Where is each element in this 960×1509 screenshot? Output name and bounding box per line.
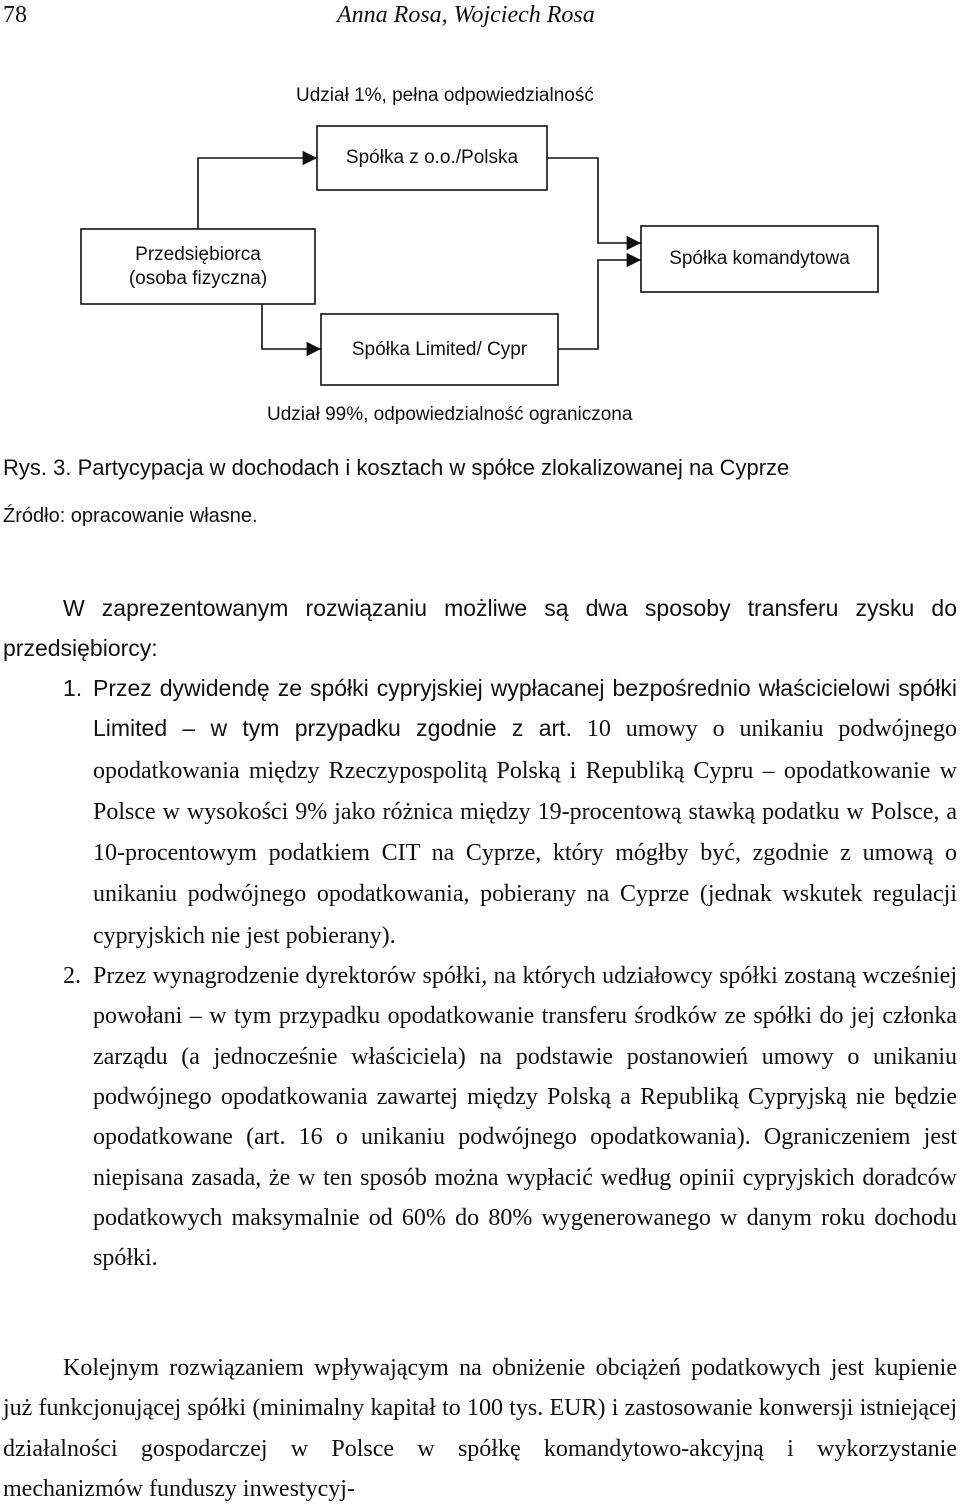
list-item-number: 1.	[63, 675, 83, 701]
arrow-cyprus-to-komandytowa	[558, 260, 641, 349]
box-polska	[317, 126, 547, 190]
intro-paragraph	[3, 588, 957, 668]
box-polska-label: Spółka z o.o./Polska	[345, 147, 519, 168]
arrow-entrepreneur-to-cyprus	[262, 304, 321, 349]
list-item-text: Przez wynagrodzenie dyrektorów spółki, na których udziałowcy spółki zostaną wcześniej powołani – w tym przypadku opodatkowanie transferu środków ze spółki do jej członka zarządu (a jednocześnie właściciela) na podstawie postanowień umowy o unikaniu podwójnego opodatkowania zawartej między Polską a Republiką Cypryjską nie będzie opodatkowane (art. 16 o unikaniu podwójnego opodatkowania). Ograniczeniem jest niepisana zasada, że w ten sposób można wypłacić według opinii cypryjskich doradców podatkowych maksymalnie od 60% do 80% wygenerowanego w danym roku dochodu spółki.	[93, 963, 957, 1272]
figure-caption: Rys. 3. Partycypacja w dochodach i kosztach w spółce zlokalizowanej na Cyprze	[3, 455, 790, 480]
box-cyprus-label: Spółka Limited/ Cypr	[351, 338, 528, 360]
box-entrepreneur-label-line2: (osoba fizyczna)	[128, 267, 268, 289]
label-share-1pct: Udział 1%, pełna odpowiedzialność	[296, 85, 594, 106]
figure-source: Źródło: opracowanie własne.	[3, 505, 258, 527]
box-cyprus	[321, 314, 558, 385]
box-entrepreneur	[81, 229, 315, 304]
closing-paragraph: Kolejnym rozwiązaniem wpływającym na obniżenie obciążeń podatkowych jest kupienie już funkcjonującej spółki (minimalny kapitał to 100 tys. EUR) i zastosowanie konwersji istniejącej działalności gospodarczej w Polsce w spółkę komandytowo-akcyjną i wykorzystanie mechanizmów funduszy inwestycyj-	[3, 1355, 957, 1502]
list-item-text-continued: 10 umowy o unikaniu podwójnego opodatkowania między Rzeczypospolitą Polską i Republiką Cypru – opodatkowanie w Polsce w wysokości 9% jako różnica między 19-procentową stawką podatku w Polsce, a 10-procentowym podatkiem CIT na Cyprze, który mógłby być, zgodnie z umową o unikaniu podwójnego opodatkowania, pobierany na Cyprze (jednak wskutek regulacji cypryjskich nie jest pobierany).	[93, 716, 957, 949]
transfer-methods-list	[3, 668, 957, 1278]
arrow-polska-to-komandytowa	[547, 158, 641, 243]
list-item	[3, 668, 957, 956]
box-entrepreneur-label-line1: Przedsiębiorca	[135, 243, 261, 265]
arrow-entrepreneur-to-polska	[198, 158, 317, 229]
page-number: 78	[3, 2, 27, 28]
box-limited-partnership	[641, 226, 878, 292]
list-item	[3, 956, 957, 1278]
list-item-number: 2.	[63, 963, 81, 990]
intro-text: W zaprezentowanym rozwiązaniu możliwe są dwa sposoby transferu zysku do przedsiębiorcy:	[3, 595, 957, 661]
label-share-99pct: Udział 99%, odpowiedzialność ograniczona	[267, 404, 633, 425]
ownership-diagram	[0, 0, 960, 440]
list-item-text: Przez dywidendę ze spółki cypryjskiej wypłacanej bezpośrednio właścicielowi spółki Limited – w tym przypadku zgodnie z art.	[93, 675, 957, 742]
box-limited-partnership-label: Spółka komandytowa	[669, 248, 850, 269]
running-head-authors: Anna Rosa, Wojciech Rosa	[337, 2, 595, 28]
